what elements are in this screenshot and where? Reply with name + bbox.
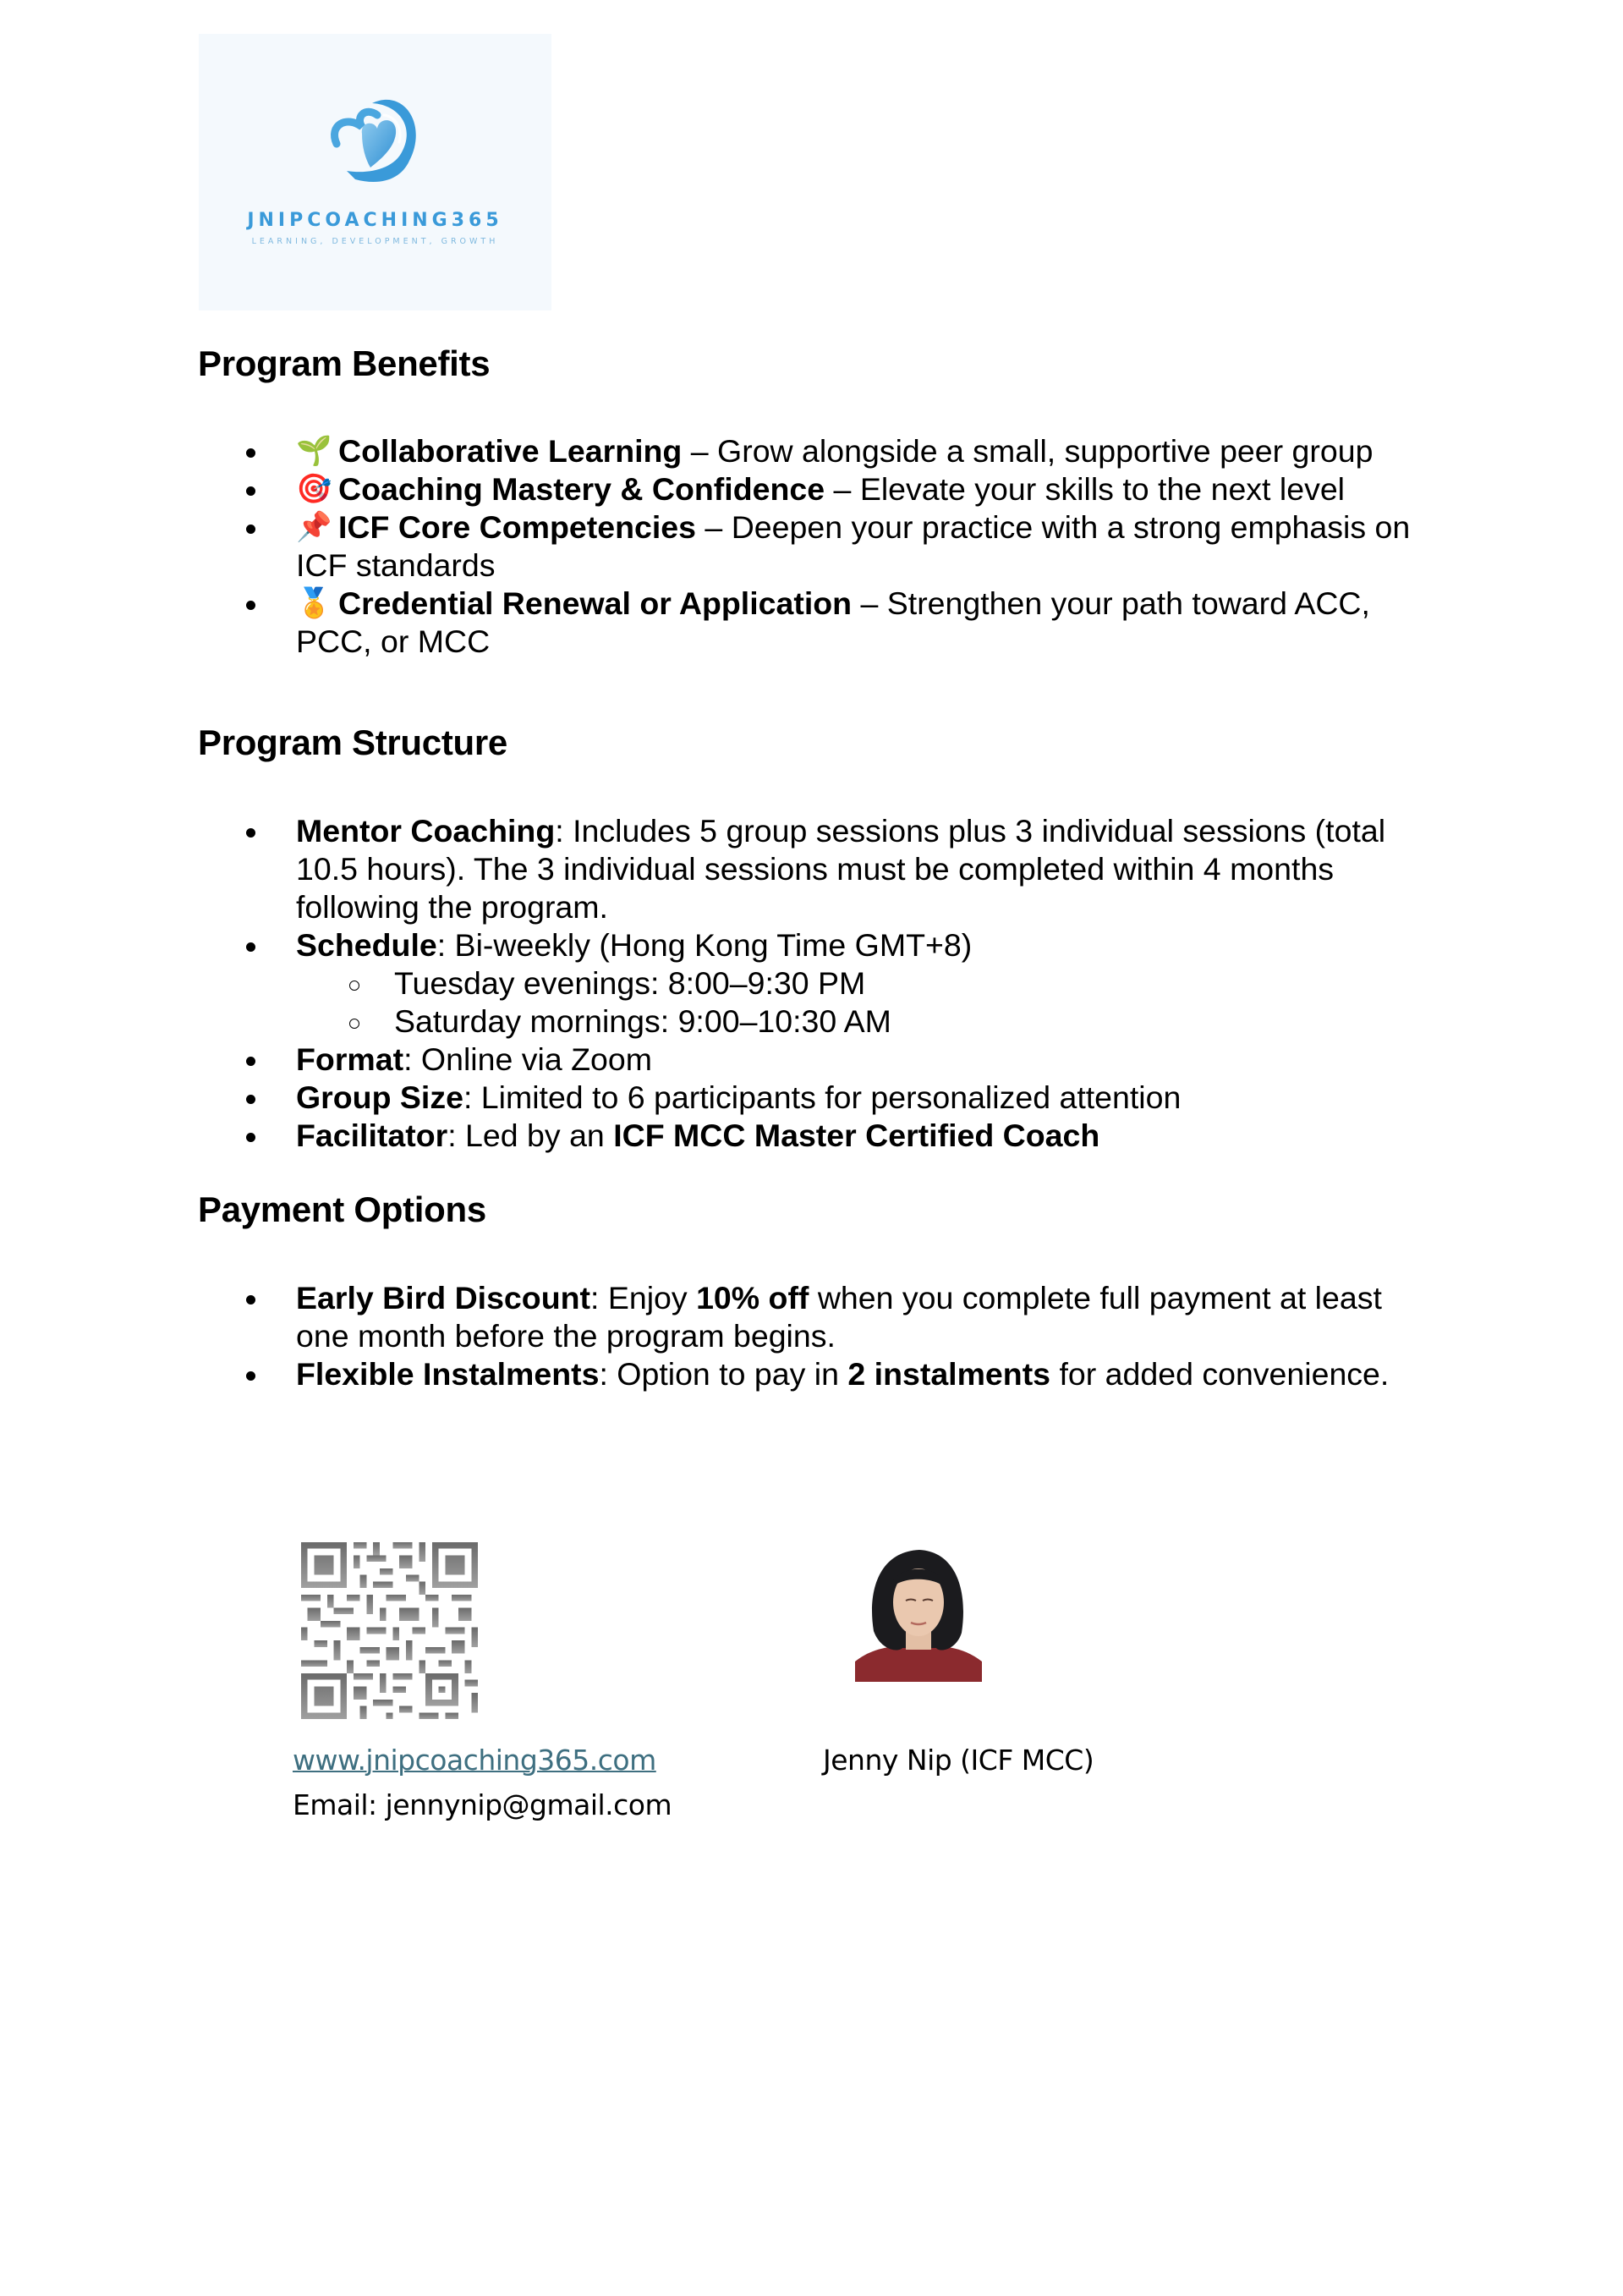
bullet-icon [246, 1133, 255, 1142]
list-item [0, 508, 1623, 585]
item-text: Deepen your practice with a strong emphasis on ICF standards [296, 509, 1411, 583]
portrait-image [855, 1538, 982, 1682]
item-text: : Bi-weekly (Hong Kong Time GMT+8) [436, 927, 973, 963]
list-item-schedule [0, 926, 1623, 1041]
item-label: Early Bird Discount [296, 1280, 590, 1316]
bullet-icon [246, 1371, 255, 1381]
list-item-instalments [0, 1355, 1623, 1393]
item-title: Collaborative Learning [338, 433, 683, 469]
item-title: Coaching Mastery & Confidence [338, 471, 825, 507]
item-label: Schedule [296, 927, 437, 963]
section-heading-structure: Program Structure [198, 722, 507, 762]
structure-list [0, 812, 1623, 1155]
separator: – [852, 585, 887, 621]
bullet-icon [246, 486, 255, 496]
item-text: : Limited to 6 participants for personalized attention [463, 1079, 1182, 1115]
website-link[interactable]: www.jnipcoaching365.com [293, 1744, 656, 1777]
bullet-icon [246, 942, 255, 952]
list-item-mentor-coaching [0, 812, 1623, 926]
qr-code-icon [294, 1535, 485, 1726]
list-item [0, 585, 1623, 661]
schedule-slots [0, 964, 1428, 1041]
brand-logo [199, 34, 551, 310]
bullet-icon [246, 1095, 255, 1104]
facilitator-credential: ICF MCC Master Certified Coach [613, 1118, 1100, 1153]
item-label: Group Size [296, 1079, 463, 1115]
payment-list [0, 1279, 1623, 1393]
seedling-icon: 🌱 [296, 434, 332, 468]
benefits-list [0, 432, 1623, 661]
item-text: Elevate your skills to the next level [859, 471, 1346, 507]
item-text: Grow alongside a small, supportive peer group [717, 433, 1374, 469]
coach-name: Jenny Nip (ICF MCC) [823, 1744, 1094, 1777]
item-text: for added convenience. [1050, 1356, 1390, 1392]
slot-text: Saturday mornings: 9:00–10:30 AM [394, 1003, 891, 1039]
item-title: Credential Renewal or Application [338, 585, 853, 621]
section-heading-payment: Payment Options [198, 1189, 486, 1229]
brand-name: JNIPCOACHING365 [247, 210, 503, 231]
schedule-slot [296, 1002, 1428, 1041]
item-text: : Includes 5 group sessions plus 3 individual sessions (total 10.5 hours). The 3 individual sessions must be completed within 4 months following the program. [296, 813, 1386, 925]
pushpin-icon: 📌 [296, 510, 332, 544]
bullet-icon [246, 1295, 255, 1305]
section-heading-benefits: Program Benefits [198, 343, 491, 383]
list-item-facilitator [0, 1117, 1623, 1155]
item-title: ICF Core Competencies [338, 509, 697, 545]
qr-code[interactable] [294, 1535, 485, 1726]
list-item-format [0, 1041, 1623, 1079]
item-text: : Led by an [447, 1118, 614, 1153]
sub-bullet-icon [349, 1019, 359, 1029]
item-text: : Enjoy [590, 1280, 697, 1316]
bullet-icon [246, 601, 255, 610]
bullet-icon [246, 828, 255, 838]
item-label: Format [296, 1041, 404, 1077]
item-text: : Online via Zoom [403, 1041, 652, 1077]
list-item [0, 432, 1623, 470]
separator: – [825, 471, 860, 507]
item-text: : Option to pay in [599, 1356, 848, 1392]
avatar-photo [855, 1538, 982, 1682]
item-label: Flexible Instalments [296, 1356, 600, 1392]
slot-text: Tuesday evenings: 8:00–9:30 PM [394, 965, 866, 1001]
brand-tagline: LEARNING, DEVELOPMENT, GROWTH [251, 237, 499, 246]
medal-icon: 🏅 [296, 586, 332, 620]
item-text: Strengthen your path toward ACC, PCC, or MCC [296, 585, 1370, 659]
instalment-count: 2 instalments [847, 1356, 1051, 1392]
bullet-icon [246, 1057, 255, 1066]
target-icon: 🎯 [296, 472, 332, 506]
list-item-early-bird [0, 1279, 1623, 1355]
list-item-group-size [0, 1079, 1623, 1117]
list-item [0, 470, 1623, 508]
item-text: when you complete full payment at least one month before the program begins. [296, 1280, 1382, 1354]
item-label: Mentor Coaching [296, 813, 556, 849]
separator: – [682, 433, 718, 469]
sub-bullet-icon [349, 980, 359, 991]
schedule-slot [296, 964, 1428, 1002]
bullet-icon [246, 525, 255, 534]
separator: – [696, 509, 732, 545]
item-label: Facilitator [296, 1118, 448, 1153]
discount-value: 10% off [696, 1280, 809, 1316]
bullet-icon [246, 448, 255, 458]
email-text: Email: jennynip@gmail.com [293, 1788, 672, 1821]
heart-hand-icon [321, 91, 431, 201]
